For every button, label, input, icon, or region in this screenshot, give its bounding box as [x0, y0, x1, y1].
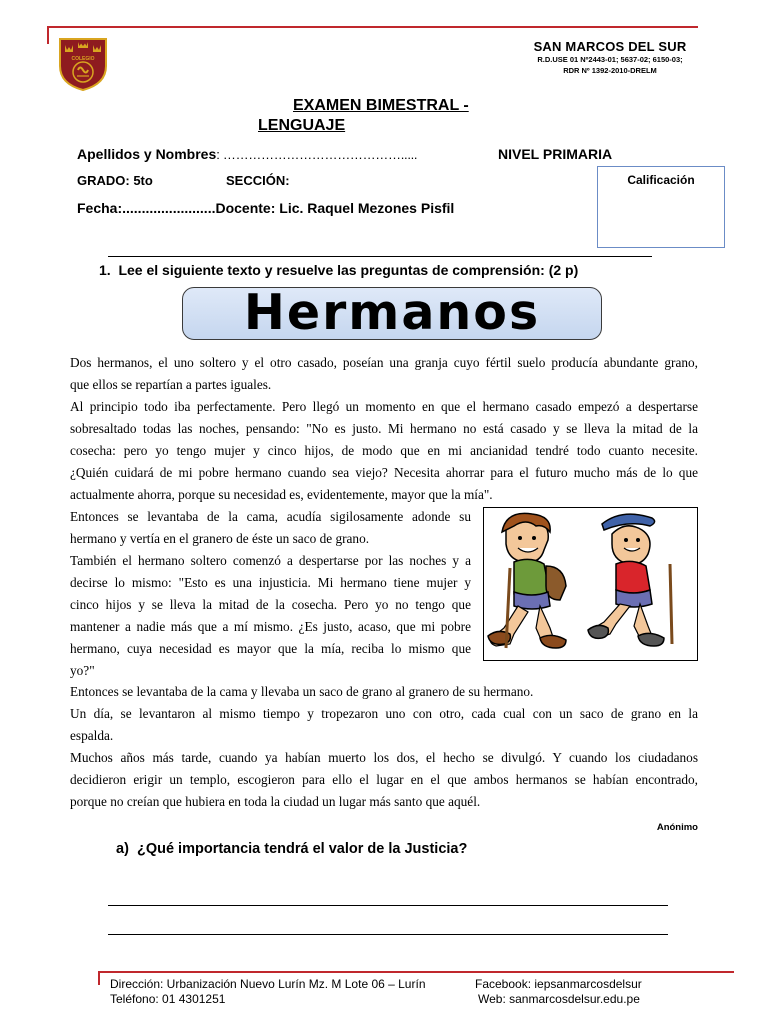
story-line: que ellos se repartían a partes iguales. [70, 377, 272, 392]
story-line: porque no creían que hubiera en toda la ciudad un lugar más santo que aquél. [70, 794, 481, 809]
date-teacher-row [77, 200, 454, 218]
story-line: sobresaltado todas las noches, pensando: "No es justo. Mi hermano no está casado y se lleva la mitad de la [70, 421, 698, 436]
story-line: Muchos años más tarde, cuando ya habían muerto los dos, el hecho se divulgó. Y cuando los ciudadanos [70, 750, 698, 765]
story-line: Un día, se levantaron al mismo tiempo y tropezaron uno con otro, cada cual con un saco de grano en la [70, 706, 698, 721]
section-label: SECCIÓN: [226, 173, 290, 188]
story-line: actualmente ahorra, porque su necesidad es, evidentemente, mayor que la mía". [70, 487, 493, 502]
story-line: decirse lo mismo: "Esto es una injusticia. Mi hermano tiene mujer y [70, 575, 471, 590]
story-line: Entonces se levantaba de la cama, acudía sigilosamente adonde su [70, 509, 471, 524]
bottom-border-tick [98, 971, 100, 985]
school-registration-line2: RDR Nº 1392-2010-DRELM [563, 66, 657, 75]
story-line: ¿Quién cuidará de mi pobre hermano cuando sea viejo? Necesita ahorrar para el futuro mucho más de lo que [70, 465, 698, 480]
grade-box-label: Calificación [627, 173, 695, 187]
school-name: SAN MARCOS DEL SUR [533, 39, 687, 54]
question-a-label: a) [116, 841, 129, 857]
footer-address: Dirección: Urbanización Nuevo Lurín Mz. M Lote 06 – Lurín [110, 977, 426, 991]
top-border-tick [47, 26, 49, 44]
names-dots: : ……………………………………..... [216, 147, 418, 162]
story-line: Entonces se levantaba de la cama y llevaba un saco de grano al granero de su hermano. [70, 684, 534, 699]
story-line: cosecha: pero yo tengo mujer y cinco hijos, de modo que en mi ancianidad tendré todo cuanto necesite. [70, 443, 698, 458]
story-line: espalda. [70, 728, 114, 743]
answer-line[interactable] [108, 934, 668, 935]
story-line: yo?" [70, 663, 95, 678]
date-label: Fecha:........................ [77, 200, 216, 216]
story-line: hermano, cuya necesidad es mayor que la mía, reciba lo mismo que [70, 641, 471, 656]
top-border-line [47, 26, 698, 28]
story-title: Hermanos [243, 284, 541, 341]
story-line: hermano y vertía en el granero de éste un saco de grano. [70, 531, 370, 546]
story-line: mantener a nadie más que a mí mismo. ¿Es justo, acaso, que mi pobre [70, 619, 471, 634]
school-registration-line1: R.D.USE 01 Nº2443-01; 5637-02; 6150-03; [537, 55, 683, 64]
level-label: NIVEL PRIMARIA [498, 146, 613, 162]
story-line: También el hermano soltero comenzó a despertarse por las noches y a [70, 553, 471, 568]
separator-line [108, 256, 652, 257]
story-line: Al principio todo iba perfectamente. Pero llegó un momento en que el hermano casado empezó a despertarse [70, 399, 698, 414]
question-1-number: 1. [99, 262, 111, 278]
grade-label: GRADO: 5to [77, 173, 153, 188]
question-1-text: Lee el siguiente texto y resuelve las preguntas de comprensión: (2 p) [118, 262, 579, 278]
names-label: Apellidos y Nombres [77, 146, 217, 162]
exam-title-line2: LENGUAJE [258, 117, 346, 134]
question-a [116, 841, 467, 857]
footer-facebook: Facebook: iepsanmarcosdelsur [475, 977, 642, 991]
logo-caption: COLEGIO [71, 56, 95, 62]
story-author: Anónimo [656, 822, 698, 833]
story-line: Dos hermanos, el uno soltero y el otro casado, poseían una granja cuyo fértil suelo producía abundante grano, [70, 355, 698, 370]
footer-phone: Teléfono: 01 4301251 [110, 992, 226, 1006]
answer-line[interactable] [108, 905, 668, 906]
brothers-walking-icon [484, 508, 696, 659]
question-1 [99, 262, 578, 278]
story-line: decidieron erigir un templo, escogieron para ello el lugar en el que ambos hermanos se habían encontrado, [70, 772, 698, 787]
teacher-label: Docente: Lic. Raquel Mezones Pisfil [215, 200, 455, 216]
brothers-illustration [483, 507, 698, 661]
exam-title-line1: EXAMEN BIMESTRAL - [293, 97, 469, 114]
footer-web: Web: sanmarcosdelsur.edu.pe [478, 992, 640, 1006]
bottom-border-line [98, 971, 734, 973]
question-a-text: ¿Qué importancia tendrá el valor de la Justicia? [136, 841, 468, 857]
story-line: cinco hijos y se lleva la mitad de la cosecha. Pero yo no tengo que [70, 597, 471, 612]
school-logo [57, 36, 109, 92]
names-row [77, 146, 417, 164]
